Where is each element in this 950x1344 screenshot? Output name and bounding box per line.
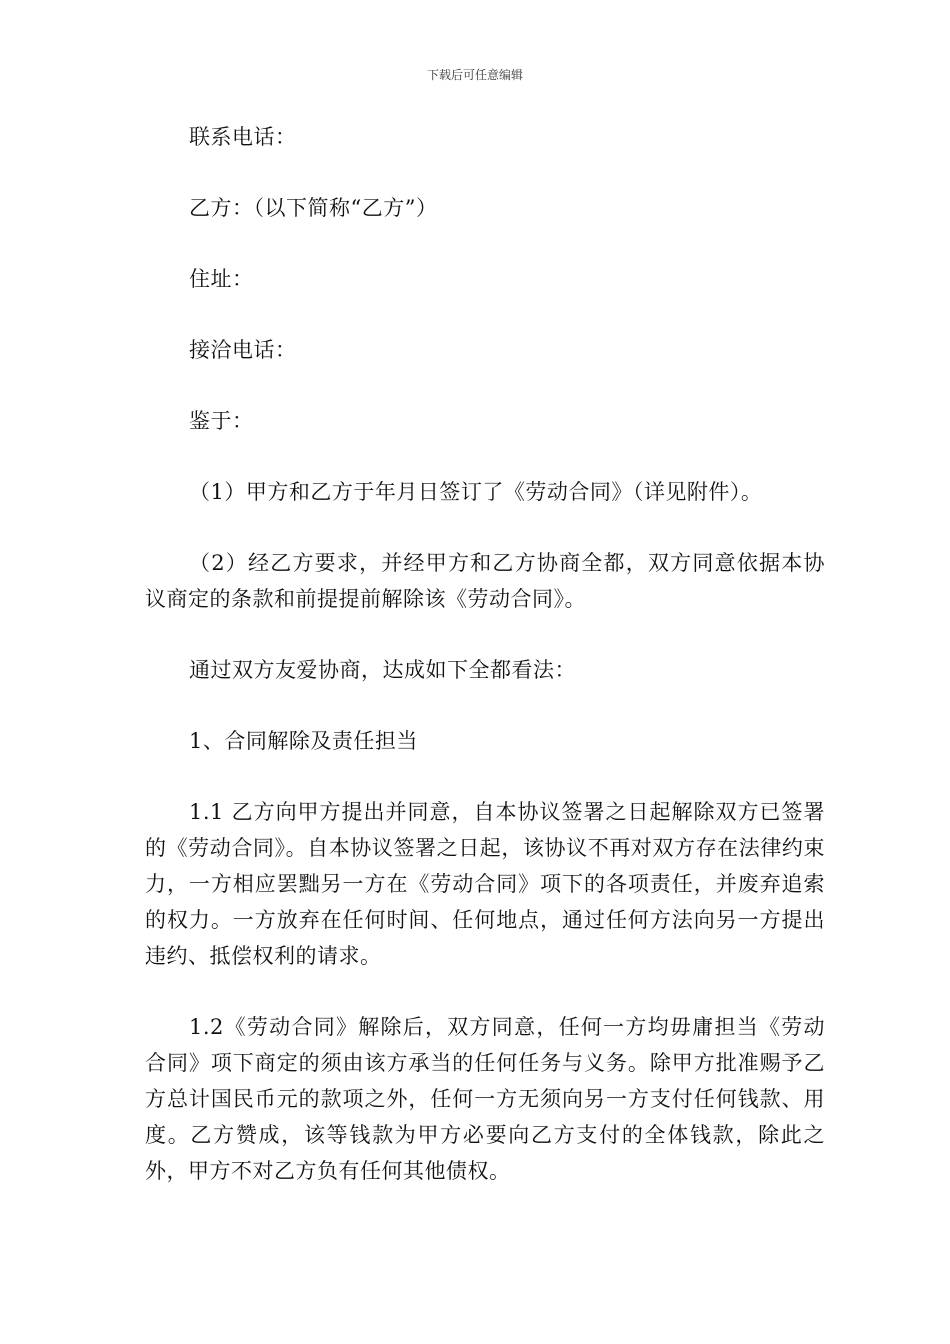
section-heading-1: 1、合同解除及责任担当 <box>189 729 418 753</box>
party-b-line: 乙方：（以下简称“乙方”） <box>189 196 438 220</box>
whereas-line: 鉴于： <box>189 409 254 433</box>
liaison-phone-line: 接洽电话： <box>189 338 297 362</box>
clause-1-1: 1.1 乙方向甲方提出并同意，自本协议签署之日起解除双方已签署的《劳动合同》。自本协议签署之日起，该协议不再对双方存在法律约束力，一方相应罢黜另一方在《劳动合同》项下的各项责任，并废弃追索的权力。一方放弃在任何时间、任何地点，通过任何方法向另一方提出违约、抵偿权利的请求。 <box>145 800 825 968</box>
contact-phone-line: 联系电话： <box>189 125 297 149</box>
clause-1-2: 1.2《劳动合同》解除后，双方同意，任何一方均毋庸担当《劳动合同》项下商定的须由该方承当的任何任务与义务。除甲方批准赐予乙方总计国民币元的款项之外，任何一方无须向另一方支付任何钱款、用度。乙方赞成，该等钱款为甲方必要向乙方支付的全体钱款，除此之外，甲方不对乙方负有任何其他债权。 <box>145 1015 825 1183</box>
address-line: 住址： <box>189 267 254 291</box>
agreement-intro: 通过双方友爱协商，达成如下全都看法： <box>189 658 576 682</box>
page-header: 下载后可任意编辑 <box>426 68 523 82</box>
recital-2: （2）经乙方要求，并经甲方和乙方协商全都，双方同意依据本协议商定的条款和前提提前解除该《劳动合同》。 <box>145 551 825 611</box>
recital-1: （1）甲方和乙方于年月日签订了《劳动合同》（详见附件）。 <box>189 480 763 504</box>
document-body <box>145 119 825 1189</box>
